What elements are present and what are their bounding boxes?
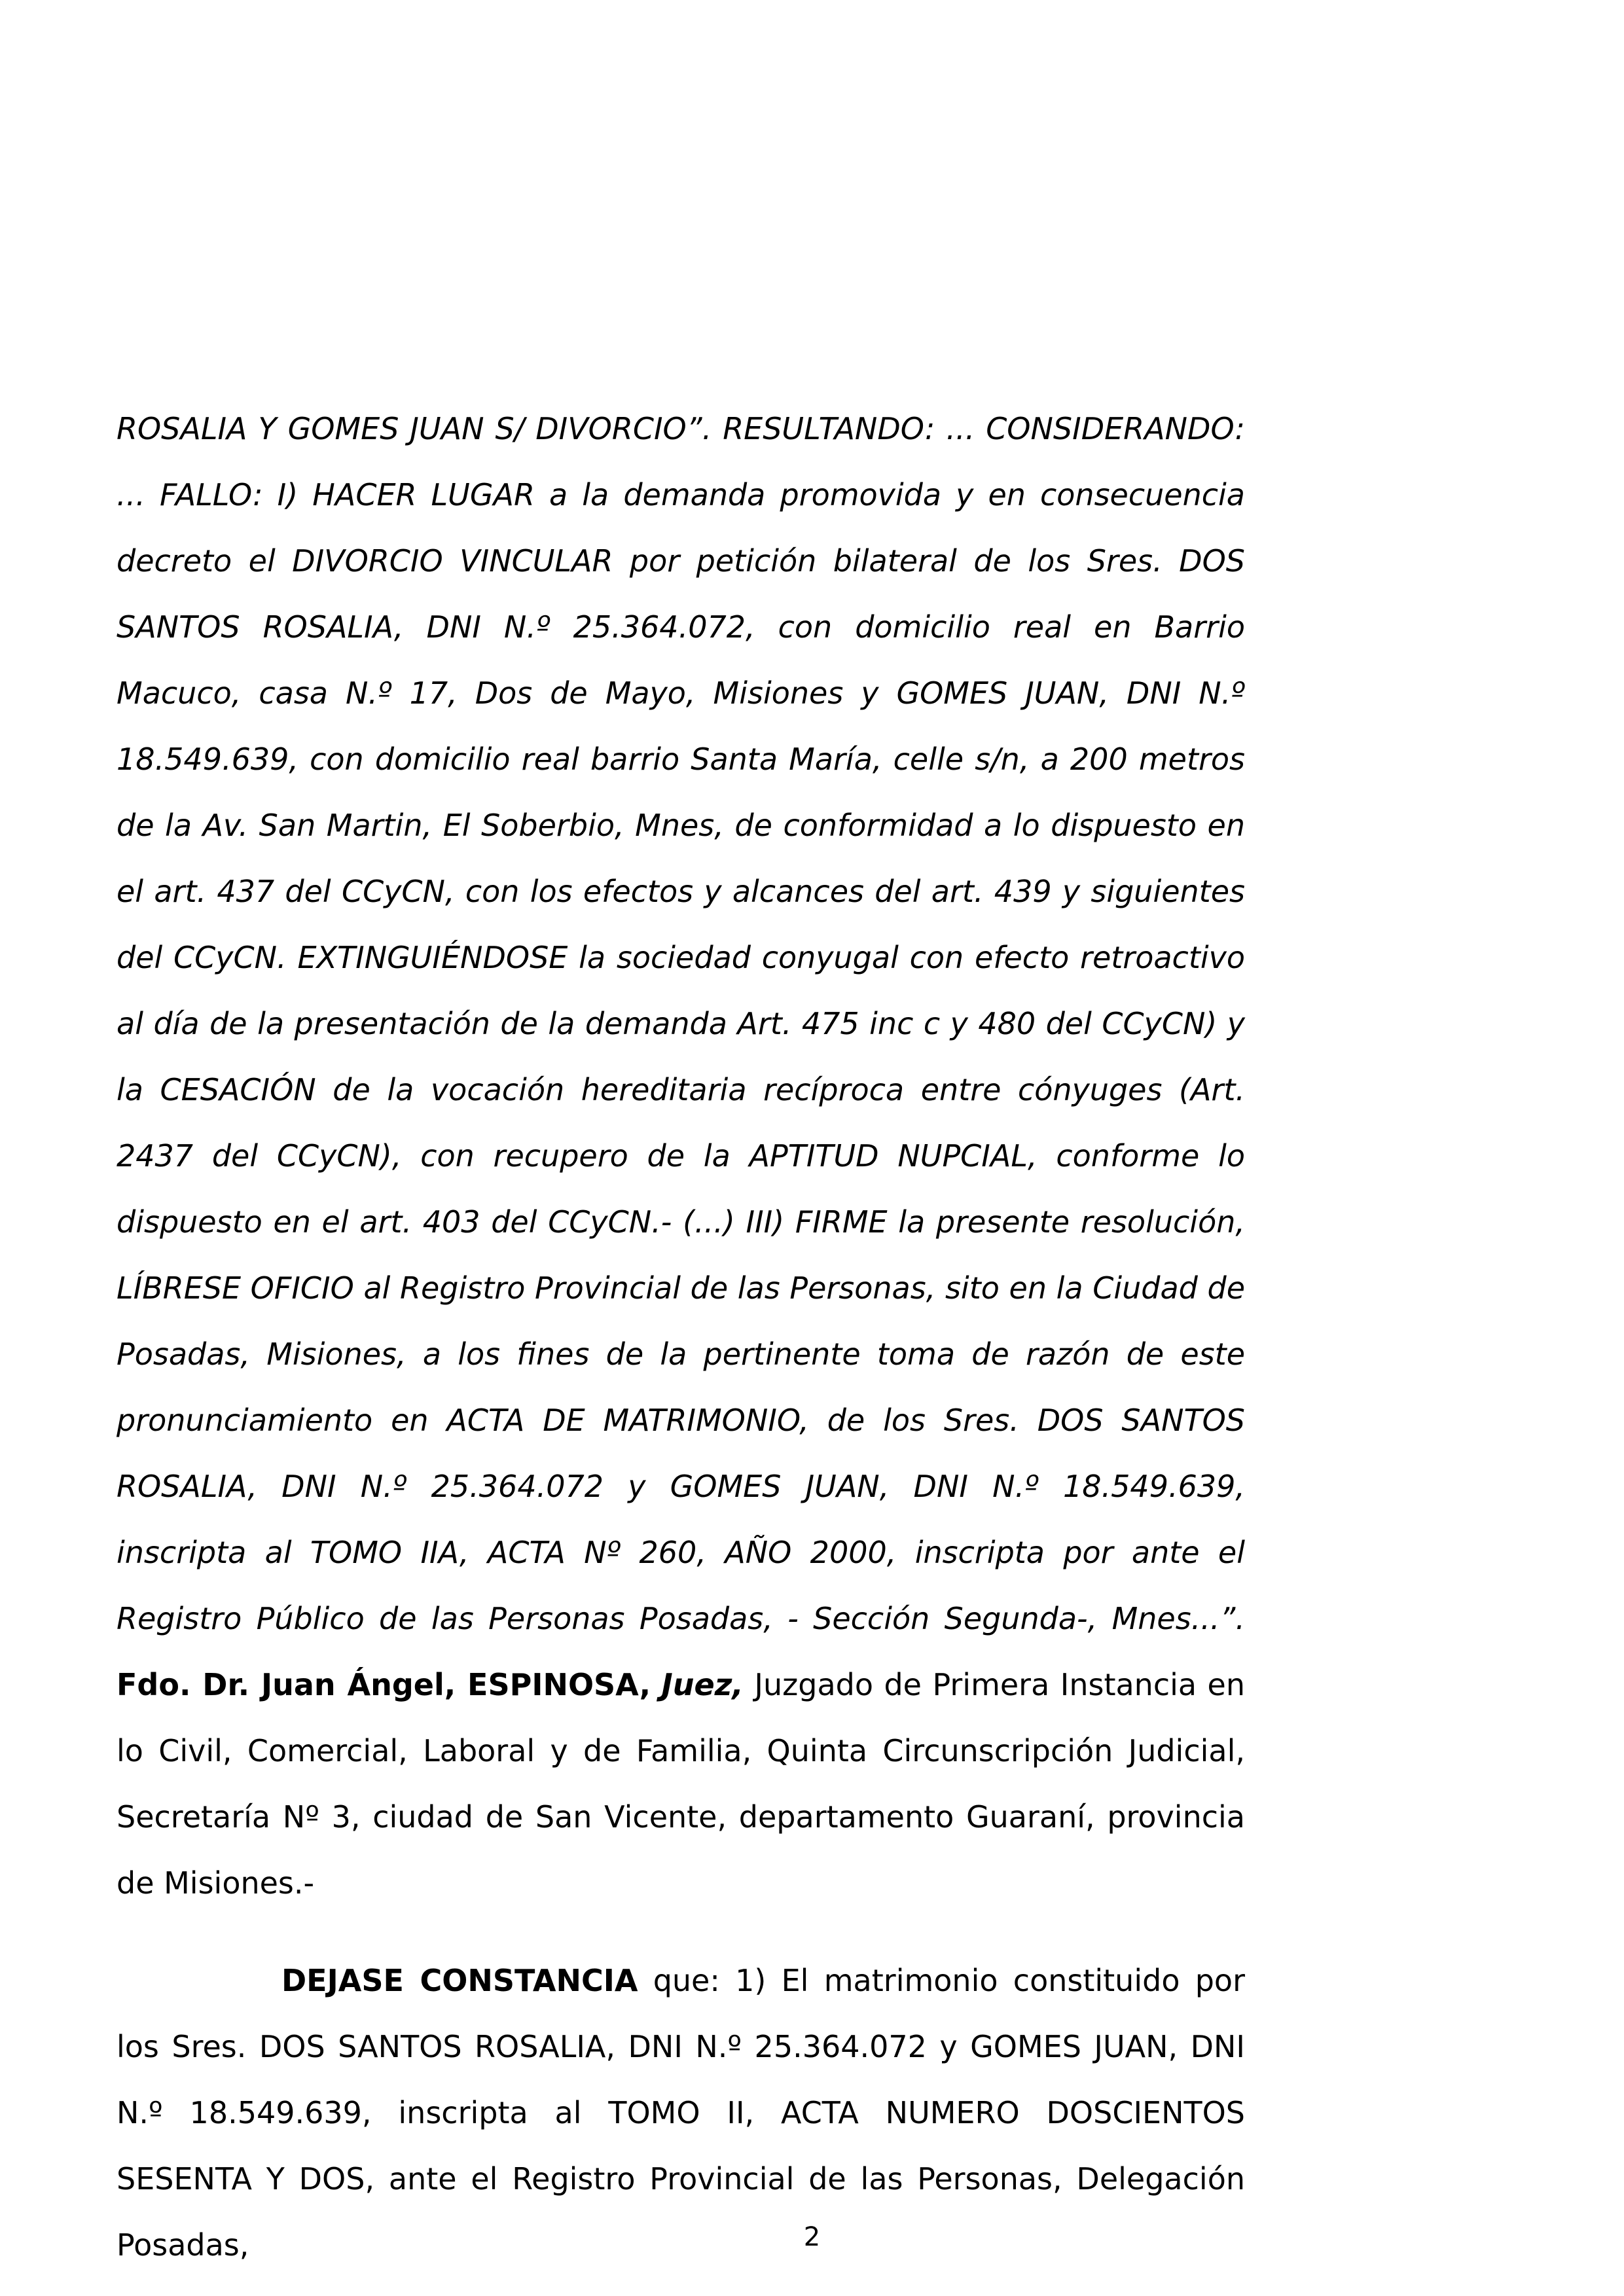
signature-label: Fdo. Dr. Juan Ángel, ESPINOSA, [117,1667,651,1702]
court-text: Juzgado de Primera Instancia en lo Civil, Comercial, Laboral y de Familia, Quinta Circunscripción Judicial, Secretaría Nº 3, ciudad de San Vicente, departamento Guaraní, provincia de Misiones.- [117,1667,1246,1901]
page-number: 2 [803,2222,821,2252]
ruling-paragraph [117,396,1245,1916]
constancy-text: que: 1) El matrimonio constituido por los Sres. DOS SANTOS ROSALIA, DNI N.º 25.364.072 y GOMES JUAN, DNI N.º 18.549.639, inscripta al TOMO II, ACTA NUMERO DOSCIENTOS SESENTA Y DOS, ante el Registro Provincial de las Personas, Delegación Posadas, [117,1963,1245,2263]
constancy-lead: DEJASE CONSTANCIA [281,1963,638,1998]
document-body [117,396,1245,2278]
judge-title: Juez, [661,1667,744,1702]
quoted-ruling-text: ROSALIA Y GOMES JUAN S/ DIVORCIO”. RESULTANDO: ... CONSIDERANDO: ... FALLO: I) HACER LUGAR a la demanda promovida y en consecuencia decreto el DIVORCIO VINCULAR por petición bilateral de los Sres. DOS SANTOS ROSALIA, DNI N.º 25.364.072, con domicilio real en Barrio Macuco, casa N.º 17, Dos de Mayo, Misiones y GOMES JUAN, DNI N.º 18.549.639, con domicilio real barrio Santa María, celle s/n, a 200 metros de la Av. San Martin, El Soberbio, Mnes, de conformidad a lo dispuesto en el art. 437 del CCyCN, con los efectos y alcances del art. 439 y siguientes del CCyCN. EXTINGUIÉNDOSE la sociedad conyugal con efecto retroactivo al día de la presentación de la demanda Art. 475 inc c y 480 del CCyCN) y la CESACIÓN de la vocación hereditaria recíproca entre cónyuges (Art. 2437 del CCyCN), con recupero de la APTITUD NUPCIAL, conforme lo dispuesto en el art. 403 del CCyCN.- (...) III) FIRME la presente resolución, LÍBRESE OFICIO al Registro Provincial de las Personas, sito en la Ciudad de Posadas, Misiones, a los fines de la pertinente toma de razón de este pronunciamiento en ACTA DE MATRIMONIO, de los Sres. DOS SANTOS ROSALIA, DNI N.º 25.364.072 y GOMES JUAN, DNI N.º 18.549.639, inscripta al TOMO IIA, ACTA Nº 260, AÑO 2000, inscripta por ante el Registro Público de las Personas Posadas, - Sección Segunda-, Mnes...”. [117,411,1245,1636]
